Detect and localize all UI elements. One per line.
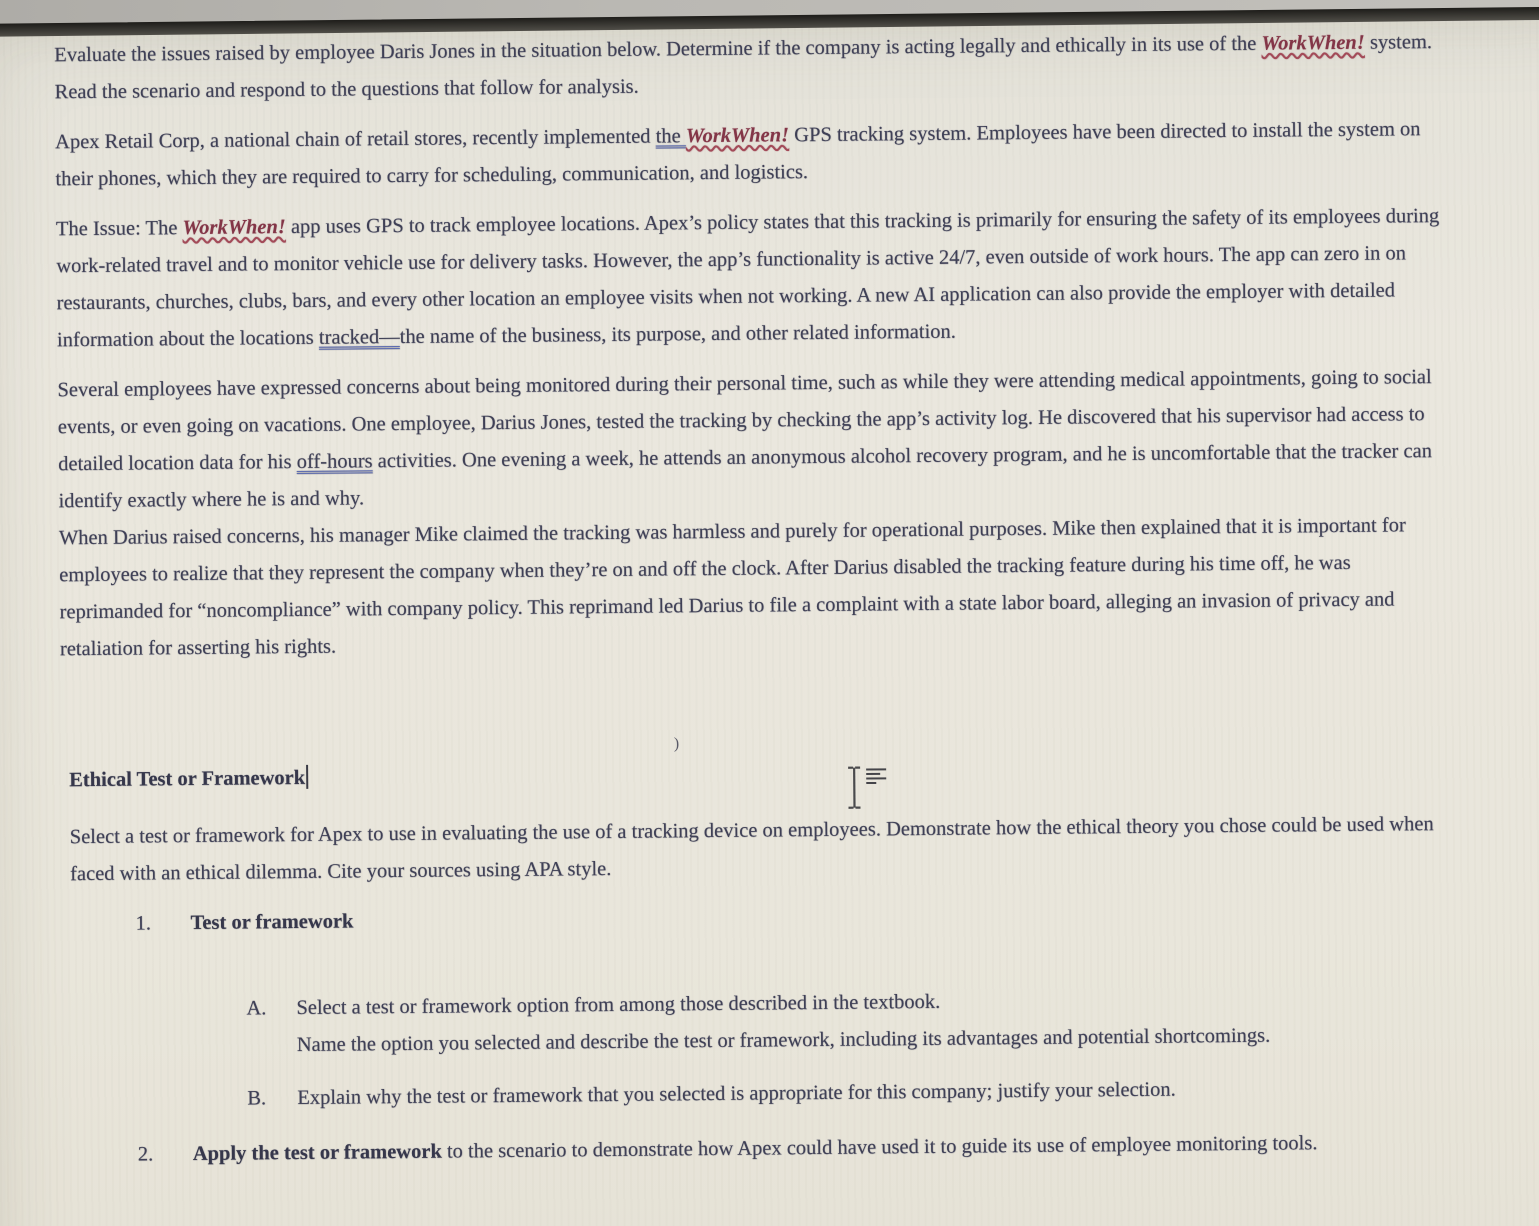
text-run: Select a test or framework for Apex to use in evaluating the use of a tracking device on employees. Demonstrate how the ethical theory you chose could be used when faced with an ethical dilemma. Cite your sources using APA style. — [69, 813, 1439, 886]
text-run: Test or framework — [190, 910, 354, 935]
underlined-link[interactable]: tracked— — [318, 326, 400, 349]
text-run: Select a test or framework option from among those described in the textbook. Name the option you selected and describe the test or framework, including its advantages and potential shortcomings. — [296, 990, 1271, 1057]
list-letter: B. — [247, 1087, 267, 1110]
workwhen-link[interactable]: WorkWhen! — [182, 216, 286, 240]
block-text — [297, 1069, 1459, 1117]
text-run: the name of the business, its purpose, and other related information. — [399, 320, 956, 349]
text-run: When Darius raised concerns, his manager Mike claimed the tracking was harmless and purely for operational purposes. Mike then explained that it is important for employees to realize that they represent the company when they’re on and off the clock. After Darius disabled the tracking feature during his time off, he was reprimanded for “noncompliance” with company policy. This reprimand led Darius to file a complaint with a state labor board, alleging an invasion of privacy and retaliation for asserting his rights. — [58, 514, 1411, 661]
block-text — [70, 813, 1439, 885]
text-run: activities. One evening a week, he attends an anonymous alcohol recovery program, and he is uncomfortable that the tracker can identify exactly where he is and why. — [58, 440, 1438, 513]
item-1a — [246, 979, 1459, 1065]
stray-mark: ) — [673, 735, 680, 753]
item-1 — [135, 893, 1457, 943]
text-caret-icon — [306, 765, 308, 789]
p-apex — [55, 111, 1451, 198]
document-content[interactable] — [54, 24, 1460, 1174]
block-text — [57, 366, 1437, 512]
block-text — [54, 31, 1437, 103]
text-run: Apex Retail Corp, a national chain of retail stores, recently implemented — [54, 125, 656, 154]
block-text — [56, 205, 1445, 351]
block-text — [55, 118, 1426, 190]
text-lines-icon — [866, 769, 886, 783]
text-run: system. Read the scenario and respond to the questions that follow for analysis. — [54, 31, 1438, 104]
text-run: to the scenario to demonstrate how Apex could have used it to guide its use of employee monitoring tools. — [441, 1132, 1318, 1163]
workwhen-link[interactable]: WorkWhen! — [685, 124, 790, 148]
workwhen-link[interactable]: WorkWhen! — [1261, 31, 1365, 55]
list-number: 1. — [135, 912, 152, 935]
p-intro — [54, 24, 1450, 111]
text-run: Explain why the test or framework that you selected is appropriate for this company; justify your selection. — [297, 1078, 1176, 1110]
text-run: app uses GPS to track employee locations. Apex’s policy states that this tracking is primarily for ensuring the safety of its employees during work-related travel and to monitor vehicle use for delivery tasks. However, the app’s functionality is active 24/7, even outside of work hours. The app can zero in on restaurants, churches, clubs, bars, and every other location an employee visits when not working. A new AI application can also provide the employer with detailed information about the locations — [56, 204, 1445, 352]
list-number: 2. — [137, 1143, 154, 1166]
i-beam-cursor-icon — [845, 764, 890, 825]
heading-ethical-test — [69, 749, 1456, 799]
document-page[interactable] — [0, 14, 1539, 1226]
text-run: GPS tracking system. Employees have been directed to install the system on their phones, which they are required to carry for scheduling, communication, and logistics. — [55, 118, 1426, 191]
p-darius — [59, 507, 1455, 668]
p-select — [70, 806, 1458, 893]
p-concerns — [57, 359, 1453, 520]
block-text — [193, 1124, 1460, 1173]
list-letter: A. — [246, 997, 267, 1020]
item-2 — [138, 1124, 1460, 1174]
block-text — [59, 514, 1411, 660]
item-1b — [247, 1069, 1459, 1118]
p-issue — [56, 198, 1452, 359]
text-run: The Issue: The — [55, 217, 183, 241]
underlined-link[interactable]: off-hours — [296, 450, 373, 473]
text-run: Several employees have expressed concerns about being monitored during their personal time, such as while they were attending medical appointments, going to social events, or even going on vacations. One employee, Darius Jones, tested the tracking by checking the app’s activity log. He discovered that his supervisor had access to detailed location data for his — [57, 366, 1437, 476]
underlined-link[interactable]: the — [655, 125, 686, 148]
text-run: Evaluate the issues raised by employee Daris Jones in the situation below. Determine if the company is acting legally and ethically in its use of the — [54, 32, 1262, 67]
text-run: Apply the test or framework — [192, 1140, 442, 1166]
block-text — [69, 767, 308, 791]
block-text — [190, 893, 1457, 942]
block-text — [296, 979, 1459, 1064]
text-run: Ethical Test or Framework — [69, 766, 306, 792]
